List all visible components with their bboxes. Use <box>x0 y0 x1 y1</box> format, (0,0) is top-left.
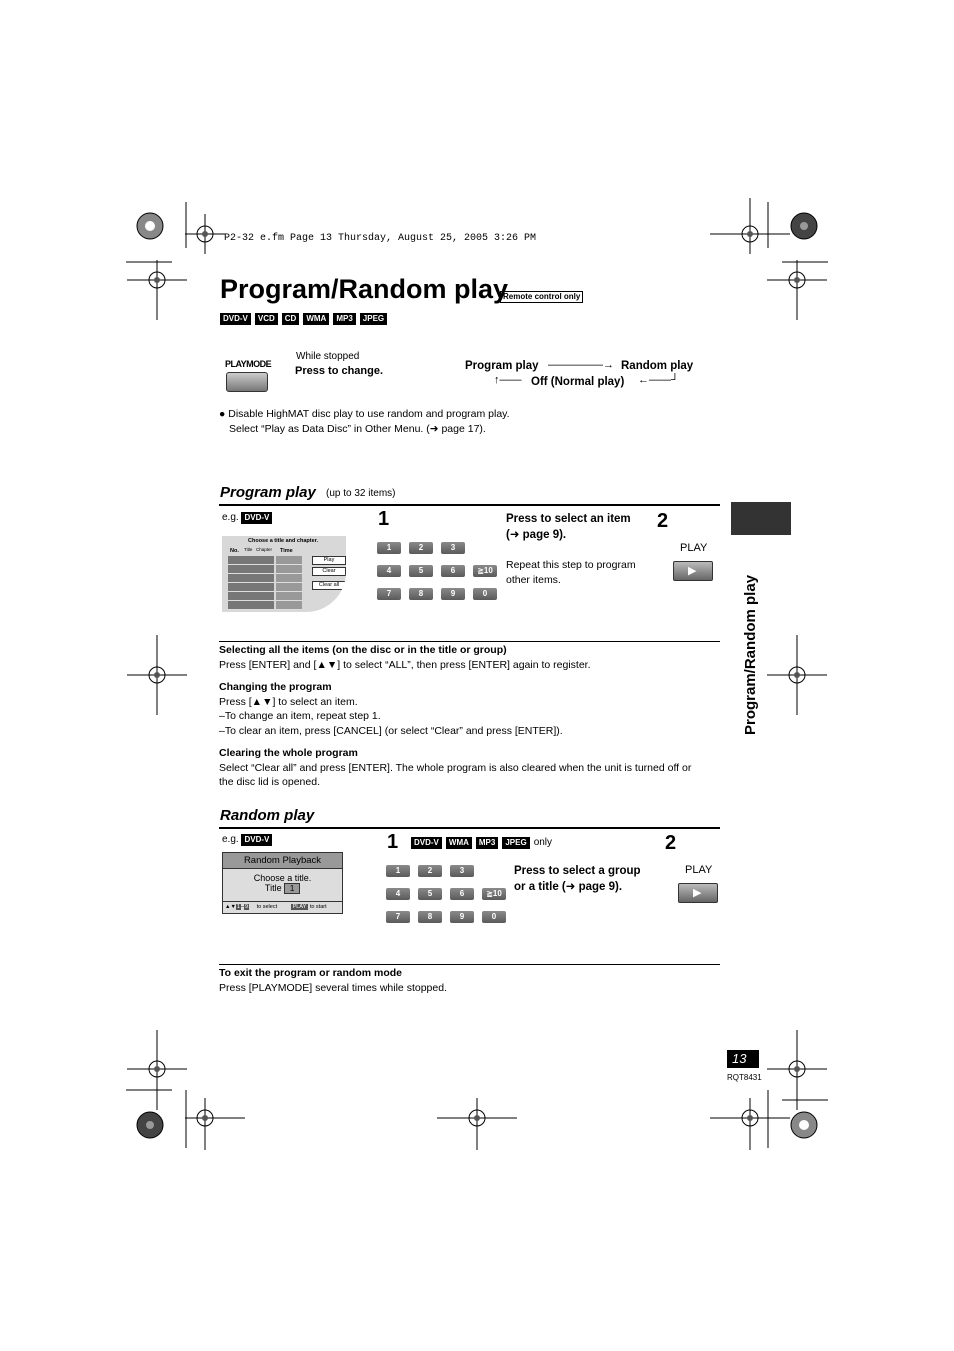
program-rule <box>219 504 720 506</box>
repeat-line1: Repeat this step to program <box>506 559 636 571</box>
cycle-arrow-left: ←——┘ <box>638 374 679 386</box>
random-only: only <box>533 837 553 848</box>
key-2[interactable]: 2 <box>418 865 442 877</box>
cycle-off: Off (Normal play) <box>531 376 625 388</box>
doc-code: RQT8431 <box>727 1073 762 1082</box>
col-no: No. <box>230 548 239 554</box>
disc-tags <box>220 308 391 326</box>
key-9[interactable]: 9 <box>441 588 465 600</box>
key-1[interactable]: 1 <box>377 542 401 554</box>
key-0[interactable]: 0 <box>482 911 506 923</box>
menu-clear-all[interactable]: Clear all <box>312 581 346 590</box>
random-screen <box>222 852 343 914</box>
exit-block <box>219 966 447 995</box>
program-screen-title: Choose a title and chapter. <box>248 538 318 544</box>
key-1[interactable]: 1 <box>386 865 410 877</box>
random-range-a: 1 <box>236 904 240 910</box>
clearing-line1: Select “Clear all” and press [ENTER]. The whole program is also cleared when the unit is turned off or <box>219 761 692 774</box>
random-footer-play: PLAY <box>292 904 307 910</box>
random-eg-tag: DVD-V <box>241 834 272 846</box>
tag-mp3: MP3 <box>333 313 355 325</box>
select-group-line1: Press to select a group <box>514 865 641 877</box>
table-rows <box>228 556 274 610</box>
side-tab-text: Program/Random play <box>742 574 759 735</box>
key-10plus[interactable]: ≧10 <box>482 888 506 900</box>
key-3[interactable]: 3 <box>450 865 474 877</box>
key-7[interactable]: 7 <box>386 911 410 923</box>
select-all-line: Press [ENTER] and [▲▼] to select “ALL”, then press [ENTER] again to register. <box>219 658 591 671</box>
random-range-sep: – <box>240 904 245 910</box>
program-heading-note: (up to 32 items) <box>326 488 396 499</box>
key-6[interactable]: 6 <box>441 565 465 577</box>
key-5[interactable]: 5 <box>418 888 442 900</box>
key-4[interactable]: 4 <box>386 888 410 900</box>
tag-dvdv: DVD-V <box>220 313 251 325</box>
cycle-random: Random play <box>621 360 694 372</box>
random-eg <box>222 834 276 846</box>
col-chapter: Chapter <box>256 547 273 552</box>
random-screen-title: Random Playback <box>223 853 342 869</box>
key-2[interactable]: 2 <box>409 542 433 554</box>
random-tag-mp3: MP3 <box>476 837 498 849</box>
playmode-button[interactable] <box>226 372 268 392</box>
tag-jpeg: JPEG <box>360 313 387 325</box>
rule-2 <box>219 964 720 965</box>
menu-play[interactable]: Play <box>312 556 346 565</box>
cycle-arrow-right: —————→ <box>548 359 614 371</box>
changing-block <box>219 680 563 738</box>
key-4[interactable]: 4 <box>377 565 401 577</box>
page-title: Program/Random play <box>220 274 509 304</box>
clearing-line2: the disc lid is opened. <box>219 776 320 788</box>
random-step2: 2 <box>665 832 677 854</box>
note-bullet: ● <box>219 408 226 420</box>
program-play-button[interactable] <box>673 561 713 581</box>
while-stopped: While stopped <box>296 351 360 362</box>
eg-label: e.g. <box>222 512 239 523</box>
tag-vcd: VCD <box>255 313 278 325</box>
random-footer <box>223 901 342 913</box>
cycle-arrow-back: ↑—— <box>494 374 522 386</box>
clearing-heading: Clearing the whole program <box>219 747 358 759</box>
select-all-heading: Selecting all the items (on the disc or in the title or group) <box>219 644 507 656</box>
select-item-line1: Press to select an item <box>506 513 631 525</box>
random-footer-start: to start <box>309 904 327 910</box>
tag-cd: CD <box>282 313 300 325</box>
select-item-ref: (➜ page 9). <box>506 529 567 541</box>
changing-line3: –To clear an item, press [CANCEL] (or select “Clear” and press [ENTER]). <box>219 724 563 737</box>
program-heading: Program play <box>220 484 316 501</box>
file-header: P2-32 e.fm Page 13 Thursday, August 25, 2005 3:26 PM <box>224 233 537 244</box>
random-title-label: Title <box>264 883 282 893</box>
key-3[interactable]: 3 <box>441 542 465 554</box>
random-tag-wma: WMA <box>446 837 472 849</box>
key-10plus[interactable]: ≧10 <box>473 565 497 577</box>
key-8[interactable]: 8 <box>418 911 442 923</box>
program-step2: 2 <box>657 510 669 532</box>
random-choose: Choose a title. <box>253 873 312 883</box>
key-0[interactable]: 0 <box>473 588 497 600</box>
exit-line: Press [PLAYMODE] several times while stopped. <box>219 981 447 994</box>
note-line-2: Select “Play as Data Disc” in Other Menu. (➜ page 17). <box>229 422 486 435</box>
random-title-value[interactable]: 1 <box>284 883 300 894</box>
program-step1: 1 <box>378 508 390 530</box>
select-all-block <box>219 643 591 672</box>
program-eg <box>222 512 276 524</box>
random-tag-dvdv: DVD-V <box>411 837 442 849</box>
random-rule <box>219 827 720 829</box>
random-updown-icon: ▲▼ <box>225 904 236 910</box>
select-item <box>506 511 631 543</box>
page-number: 13 <box>732 1051 747 1066</box>
remote-only-badge: Remote control only <box>500 291 583 303</box>
col-title: Title <box>244 547 253 552</box>
changing-line1: Press [▲▼] to select an item. <box>219 695 358 708</box>
program-screen <box>222 536 346 612</box>
random-range-b: 9 <box>245 904 249 910</box>
random-tag-jpeg: JPEG <box>502 837 529 849</box>
key-7[interactable]: 7 <box>377 588 401 600</box>
tag-wma: WMA <box>303 313 329 325</box>
random-footer-select: to select <box>256 904 278 910</box>
key-5[interactable]: 5 <box>409 565 433 577</box>
random-play-label: PLAY <box>685 864 713 876</box>
playmode-label: PLAYMODE <box>225 359 272 369</box>
side-tab-block <box>731 502 791 535</box>
changing-line2: –To change an item, repeat step 1. <box>219 710 381 722</box>
random-title-row <box>223 883 342 894</box>
menu-clear[interactable]: Clear <box>312 567 346 576</box>
note <box>219 407 510 436</box>
key-8[interactable]: 8 <box>409 588 433 600</box>
press-to-change: Press to change. <box>295 365 384 377</box>
select-group-line2: or a title (➜ page 9). <box>514 881 623 893</box>
random-heading: Random play <box>220 807 315 824</box>
repeat-line2: other items. <box>506 573 561 586</box>
exit-heading: To exit the program or random mode <box>219 967 402 979</box>
key-9[interactable]: 9 <box>450 911 474 923</box>
select-group <box>514 863 641 895</box>
key-6[interactable]: 6 <box>450 888 474 900</box>
random-eg-label: e.g. <box>222 834 239 845</box>
time-rows <box>276 556 302 610</box>
note-line-1: Disable HighMAT disc play to use random and program play. <box>228 408 510 420</box>
col-time: Time <box>280 548 293 554</box>
clearing-block <box>219 746 691 790</box>
random-step1: 1 <box>387 831 399 853</box>
random-tags <box>411 837 552 849</box>
eg-tag: DVD-V <box>241 512 272 524</box>
rule-1 <box>219 641 720 642</box>
random-play-button[interactable] <box>678 883 718 903</box>
cycle-program: Program play <box>465 360 539 372</box>
program-play-label: PLAY <box>680 542 708 554</box>
repeat-step <box>506 558 636 587</box>
changing-heading: Changing the program <box>219 681 332 693</box>
